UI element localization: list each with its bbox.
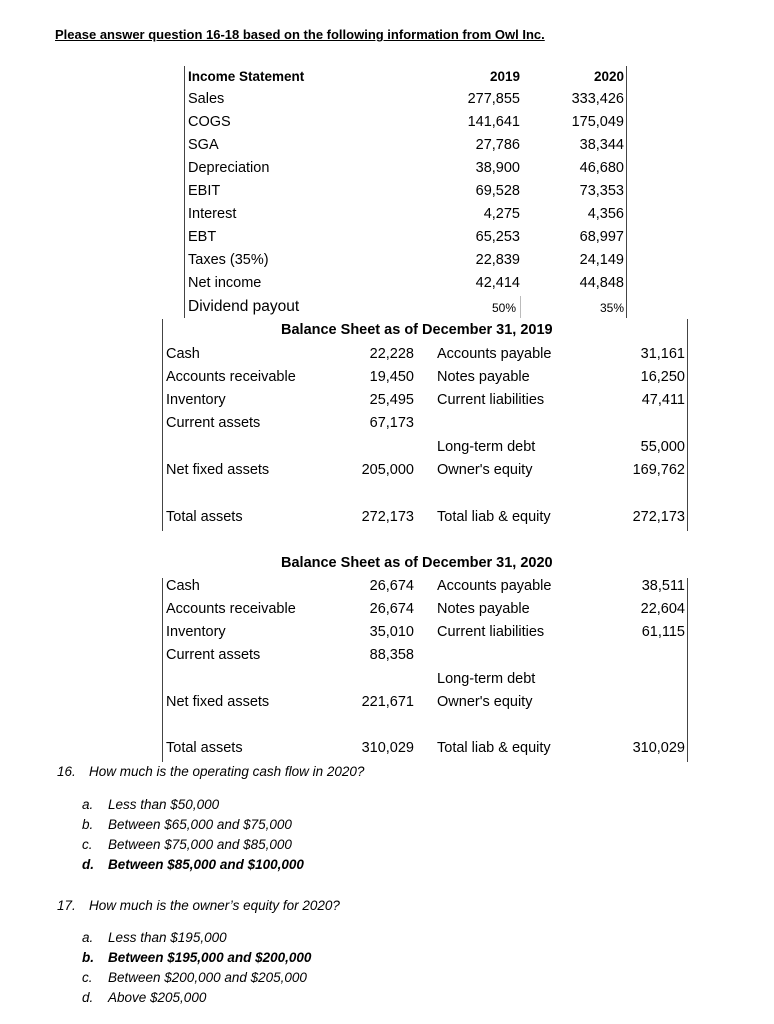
bs2020-ltd-label: Long-term debt [437, 671, 536, 687]
is-row-2019: 4,275 [483, 206, 520, 222]
bs2020-inv-value: 35,010 [369, 624, 414, 640]
bs2020-nfa-label: Net fixed assets [166, 694, 270, 710]
q16-option-a[interactable]: a. Less than $50,000 [82, 797, 220, 812]
bs2019-ar-label: Accounts receivable [166, 369, 296, 385]
is-row-2020: 38,344 [579, 137, 624, 153]
is-row-label: COGS [188, 114, 231, 130]
is-row-label: Depreciation [188, 160, 270, 176]
bs2019-tle-label: Total liab & equity [437, 509, 551, 525]
q16-option-c[interactable]: c. Between $75,000 and $85,000 [82, 837, 292, 852]
q16-number: 16. [57, 764, 76, 779]
bs2020-np-value: 22,604 [640, 601, 685, 617]
bs2020-ap-value: 38,511 [641, 578, 685, 594]
is-header-2020: 2020 [593, 69, 624, 84]
is-row-label: EBIT [188, 183, 221, 199]
is-left-border [184, 66, 185, 318]
q17-option-a[interactable]: a. Less than $195,000 [82, 930, 227, 945]
bs2019-np-label: Notes payable [437, 369, 530, 385]
is-header-label: Income Statement [188, 69, 305, 84]
is-row-2020: 333,426 [571, 91, 624, 107]
is-row-label: Dividend payout [188, 298, 300, 315]
bs2019-nfa-value: 205,000 [361, 462, 414, 478]
is-row-2020: 73,353 [579, 183, 624, 199]
bs2020-ta-value: 310,029 [361, 740, 414, 756]
bs2020-cash-value: 26,674 [369, 578, 414, 594]
bs2019-cl-value: 47,411 [641, 392, 685, 408]
bs2020-nfa-value: 221,671 [361, 694, 414, 710]
bs2019-cash-value: 22,228 [369, 346, 414, 362]
q16-option-d[interactable]: d. Between $85,000 and $100,000 [82, 857, 304, 872]
is-header-2019: 2019 [489, 69, 520, 84]
is-row-label: Taxes (35%) [188, 252, 269, 268]
q16-text: How much is the operating cash flow in 2020? [89, 764, 365, 779]
bs2020-right-border [687, 578, 688, 762]
bs2020-ca-label: Current assets [166, 647, 261, 663]
q17-option-d[interactable]: d. Above $205,000 [82, 990, 207, 1005]
bs2019-ap-value: 31,161 [640, 346, 685, 362]
bs2020-left-border [162, 578, 163, 762]
bs2020-title: Balance Sheet as of December 31, 2020 [281, 555, 553, 571]
is-row-2020: 46,680 [579, 160, 624, 176]
is-row-2019: 69,528 [475, 183, 520, 199]
bs2020-ap-label: Accounts payable [437, 578, 552, 594]
bs2019-ar-value: 19,450 [369, 369, 414, 385]
bs2020-ta-label: Total assets [166, 740, 243, 756]
q17-text: How much is the owner’s equity for 2020? [89, 898, 340, 913]
is-row-2019: 27,786 [475, 137, 520, 153]
bs2020-cl-label: Current liabilities [437, 624, 545, 640]
bs2020-np-label: Notes payable [437, 601, 530, 617]
page-title: Please answer question 16-18 based on the following information from Owl Inc. [55, 27, 545, 42]
bs2019-right-border [687, 319, 688, 531]
bs2019-cash-label: Cash [166, 346, 200, 362]
is-row-2020: 68,997 [579, 229, 624, 245]
bs2019-cl-label: Current liabilities [437, 392, 545, 408]
is-row-2019: 50% [491, 301, 516, 315]
is-row-2019: 42,414 [475, 275, 520, 291]
q17-option-b[interactable]: b. Between $195,000 and $200,000 [82, 950, 312, 965]
bs2020-tle-value: 310,029 [632, 740, 685, 756]
is-right-border [626, 66, 627, 318]
is-row-2020: 175,049 [571, 114, 624, 130]
is-row-label: Interest [188, 206, 237, 222]
bs2020-cash-label: Cash [166, 578, 200, 594]
bs2019-ap-label: Accounts payable [437, 346, 552, 362]
is-row-2020: 24,149 [579, 252, 624, 268]
bs2019-oe-label: Owner's equity [437, 462, 533, 478]
is-row-2019: 22,839 [475, 252, 520, 268]
bs2019-nfa-label: Net fixed assets [166, 462, 270, 478]
is-row-2019: 38,900 [475, 160, 520, 176]
is-row-label: Net income [188, 275, 262, 291]
is-row-label: SGA [188, 137, 219, 153]
bs2019-ta-label: Total assets [166, 509, 243, 525]
is-row-2020: 44,848 [579, 275, 624, 291]
bs2019-ltd-value: 55,000 [640, 439, 685, 455]
bs2020-tle-label: Total liab & equity [437, 740, 551, 756]
bs2020-ca-value: 88,358 [369, 647, 414, 663]
bs2019-inv-label: Inventory [166, 392, 226, 408]
bs2019-ca-label: Current assets [166, 415, 261, 431]
is-row-2019: 65,253 [475, 229, 520, 245]
bs2019-np-value: 16,250 [640, 369, 685, 385]
bs2019-oe-value: 169,762 [632, 462, 685, 478]
is-row-2019: 277,855 [467, 91, 520, 107]
is-row-2019: 141,641 [467, 114, 520, 130]
bs2019-title: Balance Sheet as of December 31, 2019 [281, 322, 553, 338]
is-row-label: Sales [188, 91, 225, 107]
bs2019-ta-value: 272,173 [361, 509, 414, 525]
bs2019-left-border [162, 319, 163, 531]
q17-number: 17. [57, 898, 76, 913]
bs2020-ar-label: Accounts receivable [166, 601, 296, 617]
bs2020-cl-value: 61,115 [641, 624, 685, 640]
bs2019-inv-value: 25,495 [369, 392, 414, 408]
is-row-2020: 35% [599, 301, 624, 315]
bs2019-tle-value: 272,173 [632, 509, 685, 525]
bs2019-ca-value: 67,173 [369, 415, 414, 431]
q16-option-b[interactable]: b. Between $65,000 and $75,000 [82, 817, 292, 832]
q17-option-c[interactable]: c. Between $200,000 and $205,000 [82, 970, 307, 985]
bs2019-ltd-label: Long-term debt [437, 439, 536, 455]
is-row-label: EBT [188, 229, 217, 245]
is-row-2020: 4,356 [587, 206, 624, 222]
bs2020-inv-label: Inventory [166, 624, 226, 640]
bs2020-oe-label: Owner's equity [437, 694, 533, 710]
bs2020-ar-value: 26,674 [369, 601, 414, 617]
